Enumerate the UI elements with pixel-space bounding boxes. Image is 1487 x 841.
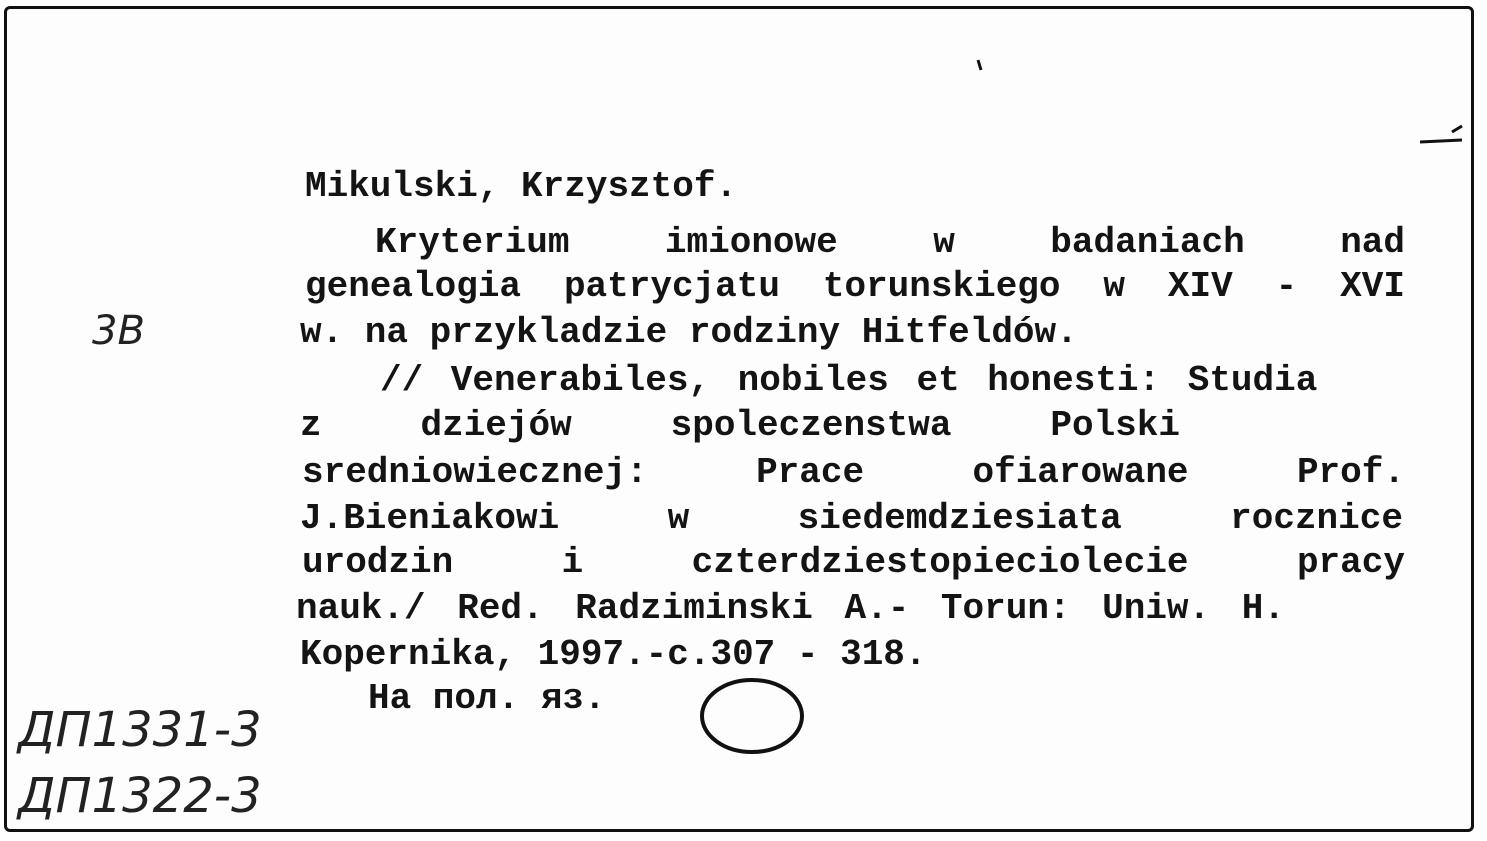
word: czterdziestopieciolecie	[691, 542, 1189, 583]
handwritten-side-mark: 3B	[92, 308, 145, 354]
word: w	[933, 222, 955, 263]
word: XVI	[1340, 266, 1405, 307]
word: -	[1275, 266, 1298, 307]
handwritten-shelf-code-2: ДП1322-3	[18, 768, 262, 824]
word: XIV	[1167, 266, 1233, 307]
word: Polski	[1050, 405, 1180, 446]
word: patrycjatu	[563, 266, 780, 307]
source-line-6: nauk./ Red. Radziminski A.- Torun: Uniw. H.	[296, 588, 1285, 629]
word: pracy	[1296, 542, 1405, 583]
author-name: Mikulski, Krzysztof.	[305, 166, 738, 207]
word: siedemdziesiata	[797, 498, 1122, 539]
word: rocznice	[1230, 498, 1403, 539]
word: genealogia	[305, 266, 522, 307]
word: sredniowiecznej:	[302, 452, 648, 493]
word: urodzin	[302, 542, 454, 583]
source-line-7: Kopernika, 1997.-c.307 - 318.	[300, 634, 927, 675]
word: imionowe	[664, 222, 838, 263]
word: w	[667, 498, 690, 539]
language-note: На пол. яз.	[368, 678, 606, 719]
source-line-1: // Venerabiles, nobiles et honesti: Studia	[380, 360, 1318, 401]
word: z	[300, 405, 322, 446]
word: spoleczenstwa	[670, 405, 952, 446]
word: w	[1103, 266, 1126, 307]
word: ofiarowane	[972, 452, 1189, 493]
word: Prof.	[1296, 452, 1405, 493]
word: nad	[1340, 222, 1405, 263]
word: Kryterium	[375, 222, 570, 263]
word: Prace	[756, 452, 865, 493]
word: torunskiego	[822, 266, 1061, 307]
word: J.Bieniakowi	[300, 498, 560, 539]
word: dziejów	[420, 405, 572, 446]
title-line-3: w. na przykladzie rodziny Hitfeldów.	[300, 312, 1078, 353]
word: badaniach	[1050, 222, 1245, 263]
handwritten-shelf-code-1: ДП1331-3	[18, 702, 262, 758]
word: i	[561, 542, 584, 583]
